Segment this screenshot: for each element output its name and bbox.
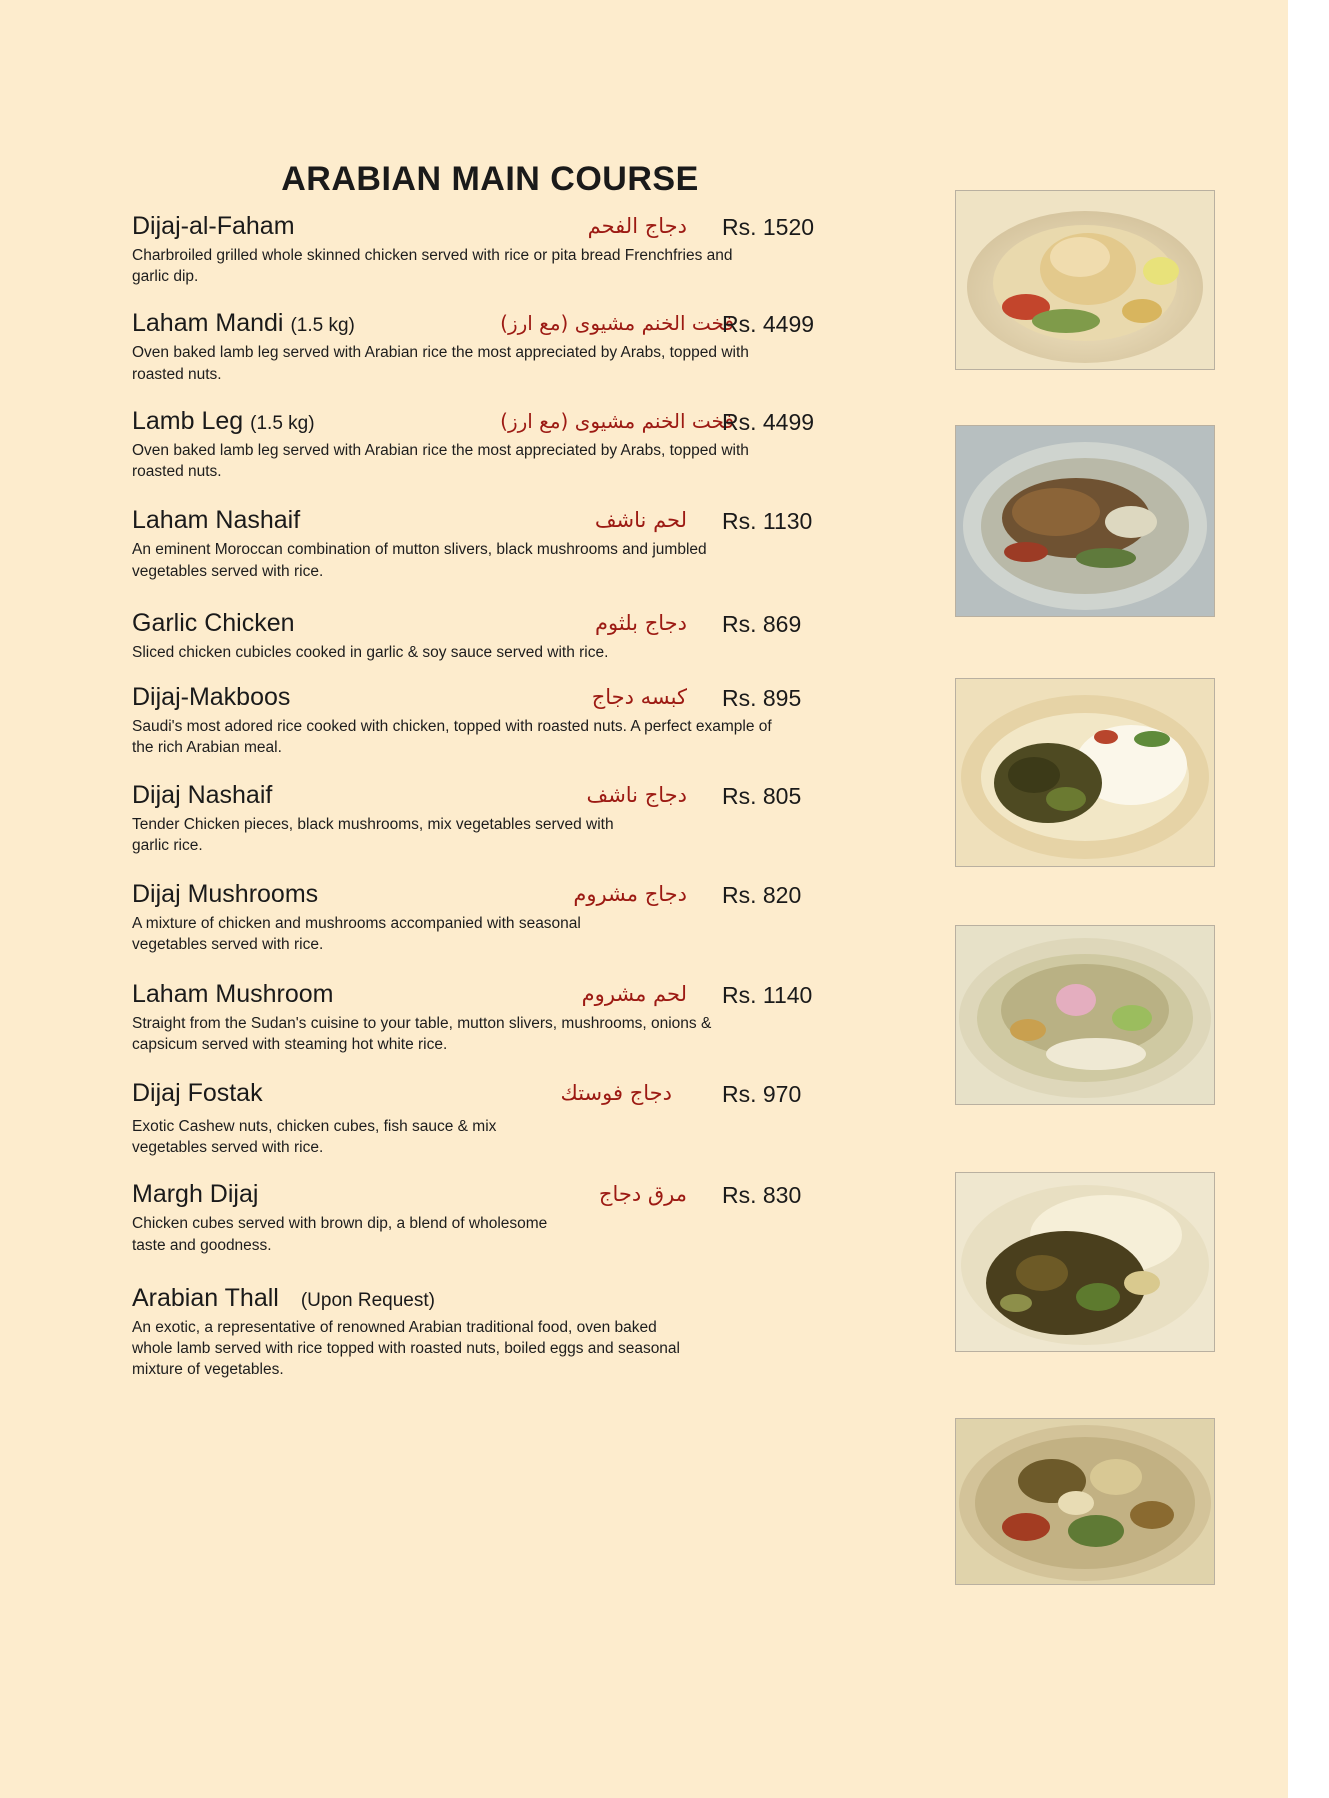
item-description: A mixture of chicken and mushrooms accompanied with seasonal vegetables served with rice. xyxy=(132,915,581,954)
item-price: Rs. 895 xyxy=(722,685,802,712)
item-price: Rs. 820 xyxy=(722,882,802,909)
menu-item xyxy=(132,683,862,758)
item-price: Rs. 970 xyxy=(722,1080,802,1107)
menu-item xyxy=(132,212,862,287)
menu-item xyxy=(132,880,862,955)
item-name-arabic: دجاج بلثوم xyxy=(595,610,687,635)
item-price: Rs. 1520 xyxy=(722,214,815,240)
item-description: Oven baked lamb leg served with Arabian rice the most appreciated by Arabs, topped with roasted nuts. xyxy=(132,344,749,383)
item-name: Dijaj-al-Faham xyxy=(132,212,295,240)
page-title: ARABIAN MAIN COURSE xyxy=(281,160,699,198)
item-name-arabic: فخت الخنم مشيوى (مع ارز) xyxy=(500,311,734,336)
photo-dijaj-mushrooms-image xyxy=(956,926,1214,1104)
menu-item xyxy=(132,309,862,384)
item-price: Rs. 4499 xyxy=(722,311,815,338)
item-name-arabic: لحم ناشف xyxy=(594,508,687,533)
item-name-arabic: لحم مشروم xyxy=(581,981,687,1006)
item-description: Sliced chicken cubicles cooked in garlic & soy sauce served with rice. xyxy=(132,643,609,661)
photo-garlic-chicken-image xyxy=(956,679,1214,866)
item-description: An exotic, a representative of renowned Arabian traditional food, oven baked whole lamb served with rice topped with roasted nuts, boiled eggs and seasonal mixture of vegetables. xyxy=(132,1318,680,1379)
photo-arabian-thall-image xyxy=(956,1419,1214,1584)
item-name: Dijaj Nashaif xyxy=(132,780,273,809)
photo-garlic-chicken xyxy=(955,678,1215,867)
menu-item-list xyxy=(132,212,862,1399)
photo-dijaj-al-faham xyxy=(955,190,1215,370)
item-price: Rs. 1140 xyxy=(722,981,813,1008)
menu-item xyxy=(132,980,862,1055)
item-description: Charbroiled grilled whole skinned chicken served with rice or pita bread Frenchfries and garlic dip. xyxy=(132,247,733,286)
item-name-arabic: كبسه دجاج xyxy=(591,685,687,710)
item-name: Laham Nashaif xyxy=(132,506,301,535)
menu-item xyxy=(132,1079,862,1158)
menu-item xyxy=(132,609,862,663)
item-name: Garlic Chicken xyxy=(132,608,295,637)
menu-item xyxy=(132,506,862,581)
item-name: Margh Dijaj xyxy=(132,1180,259,1209)
item-price: Rs. 4499 xyxy=(722,408,815,435)
item-price: Rs. 1130 xyxy=(722,508,813,535)
photo-dijaj-fostak xyxy=(955,1172,1215,1352)
item-description: Oven baked lamb leg served with Arabian rice the most appreciated by Arabs, topped with roasted nuts. xyxy=(132,441,749,481)
photo-lamb-leg-image xyxy=(956,426,1214,616)
item-name-arabic: دجاج فوستك xyxy=(560,1080,672,1105)
item-name-arabic: دجاج الفحم xyxy=(587,214,687,238)
item-name-arabic: دجاج ناشف xyxy=(586,782,687,807)
menu-item xyxy=(132,1284,862,1381)
item-name: Dijaj Mushrooms xyxy=(132,880,319,909)
item-name-arabic: مرق دجاج xyxy=(598,1182,687,1207)
item-description: Chicken cubes served with brown dip, a blend of wholesome taste and goodness. xyxy=(132,1215,548,1254)
item-name: Arabian Thall (Upon Request) xyxy=(132,1283,435,1312)
item-description: Saudi's most adored rice cooked with chicken, topped with roasted nuts. A perfect example of the rich Arabian meal. xyxy=(132,718,772,757)
item-price: Rs. 830 xyxy=(722,1182,802,1209)
item-name: Laham Mushroom xyxy=(132,979,334,1008)
item-description: Straight from the Sudan's cuisine to your table, mutton slivers, mushrooms, onions & capsicum served with steaming hot white rice. xyxy=(132,1014,712,1053)
item-name-arabic: فخت الخنم مشيوى (مع ارز) xyxy=(500,408,734,433)
photo-dijaj-al-faham-image xyxy=(956,191,1214,369)
item-name: Lamb Leg (1.5 kg) xyxy=(132,406,315,435)
item-price: Rs. 869 xyxy=(722,610,802,637)
item-name: Laham Mandi (1.5 kg) xyxy=(132,309,355,338)
photo-lamb-leg xyxy=(955,425,1215,617)
menu-item xyxy=(132,781,862,856)
item-name: Dijaj Fostak xyxy=(132,1078,263,1107)
menu-item xyxy=(132,407,862,482)
item-name-arabic: دجاج مشروم xyxy=(573,882,687,907)
menu-item xyxy=(132,1180,862,1255)
photo-dijaj-mushrooms xyxy=(955,925,1215,1105)
item-description: An eminent Moroccan combination of mutton slivers, black mushrooms and jumbled vegetables served with rice. xyxy=(132,541,707,580)
page-right-margin xyxy=(1288,0,1329,1798)
photo-dijaj-fostak-image xyxy=(956,1173,1214,1351)
item-description: Exotic Cashew nuts, chicken cubes, fish sauce & mix vegetables served with rice. xyxy=(132,1117,497,1157)
photo-arabian-thall xyxy=(955,1418,1215,1585)
item-name: Dijaj-Makboos xyxy=(132,683,291,712)
item-price: Rs. 805 xyxy=(722,782,802,809)
item-description: Tender Chicken pieces, black mushrooms, mix vegetables served with garlic rice. xyxy=(132,815,614,854)
